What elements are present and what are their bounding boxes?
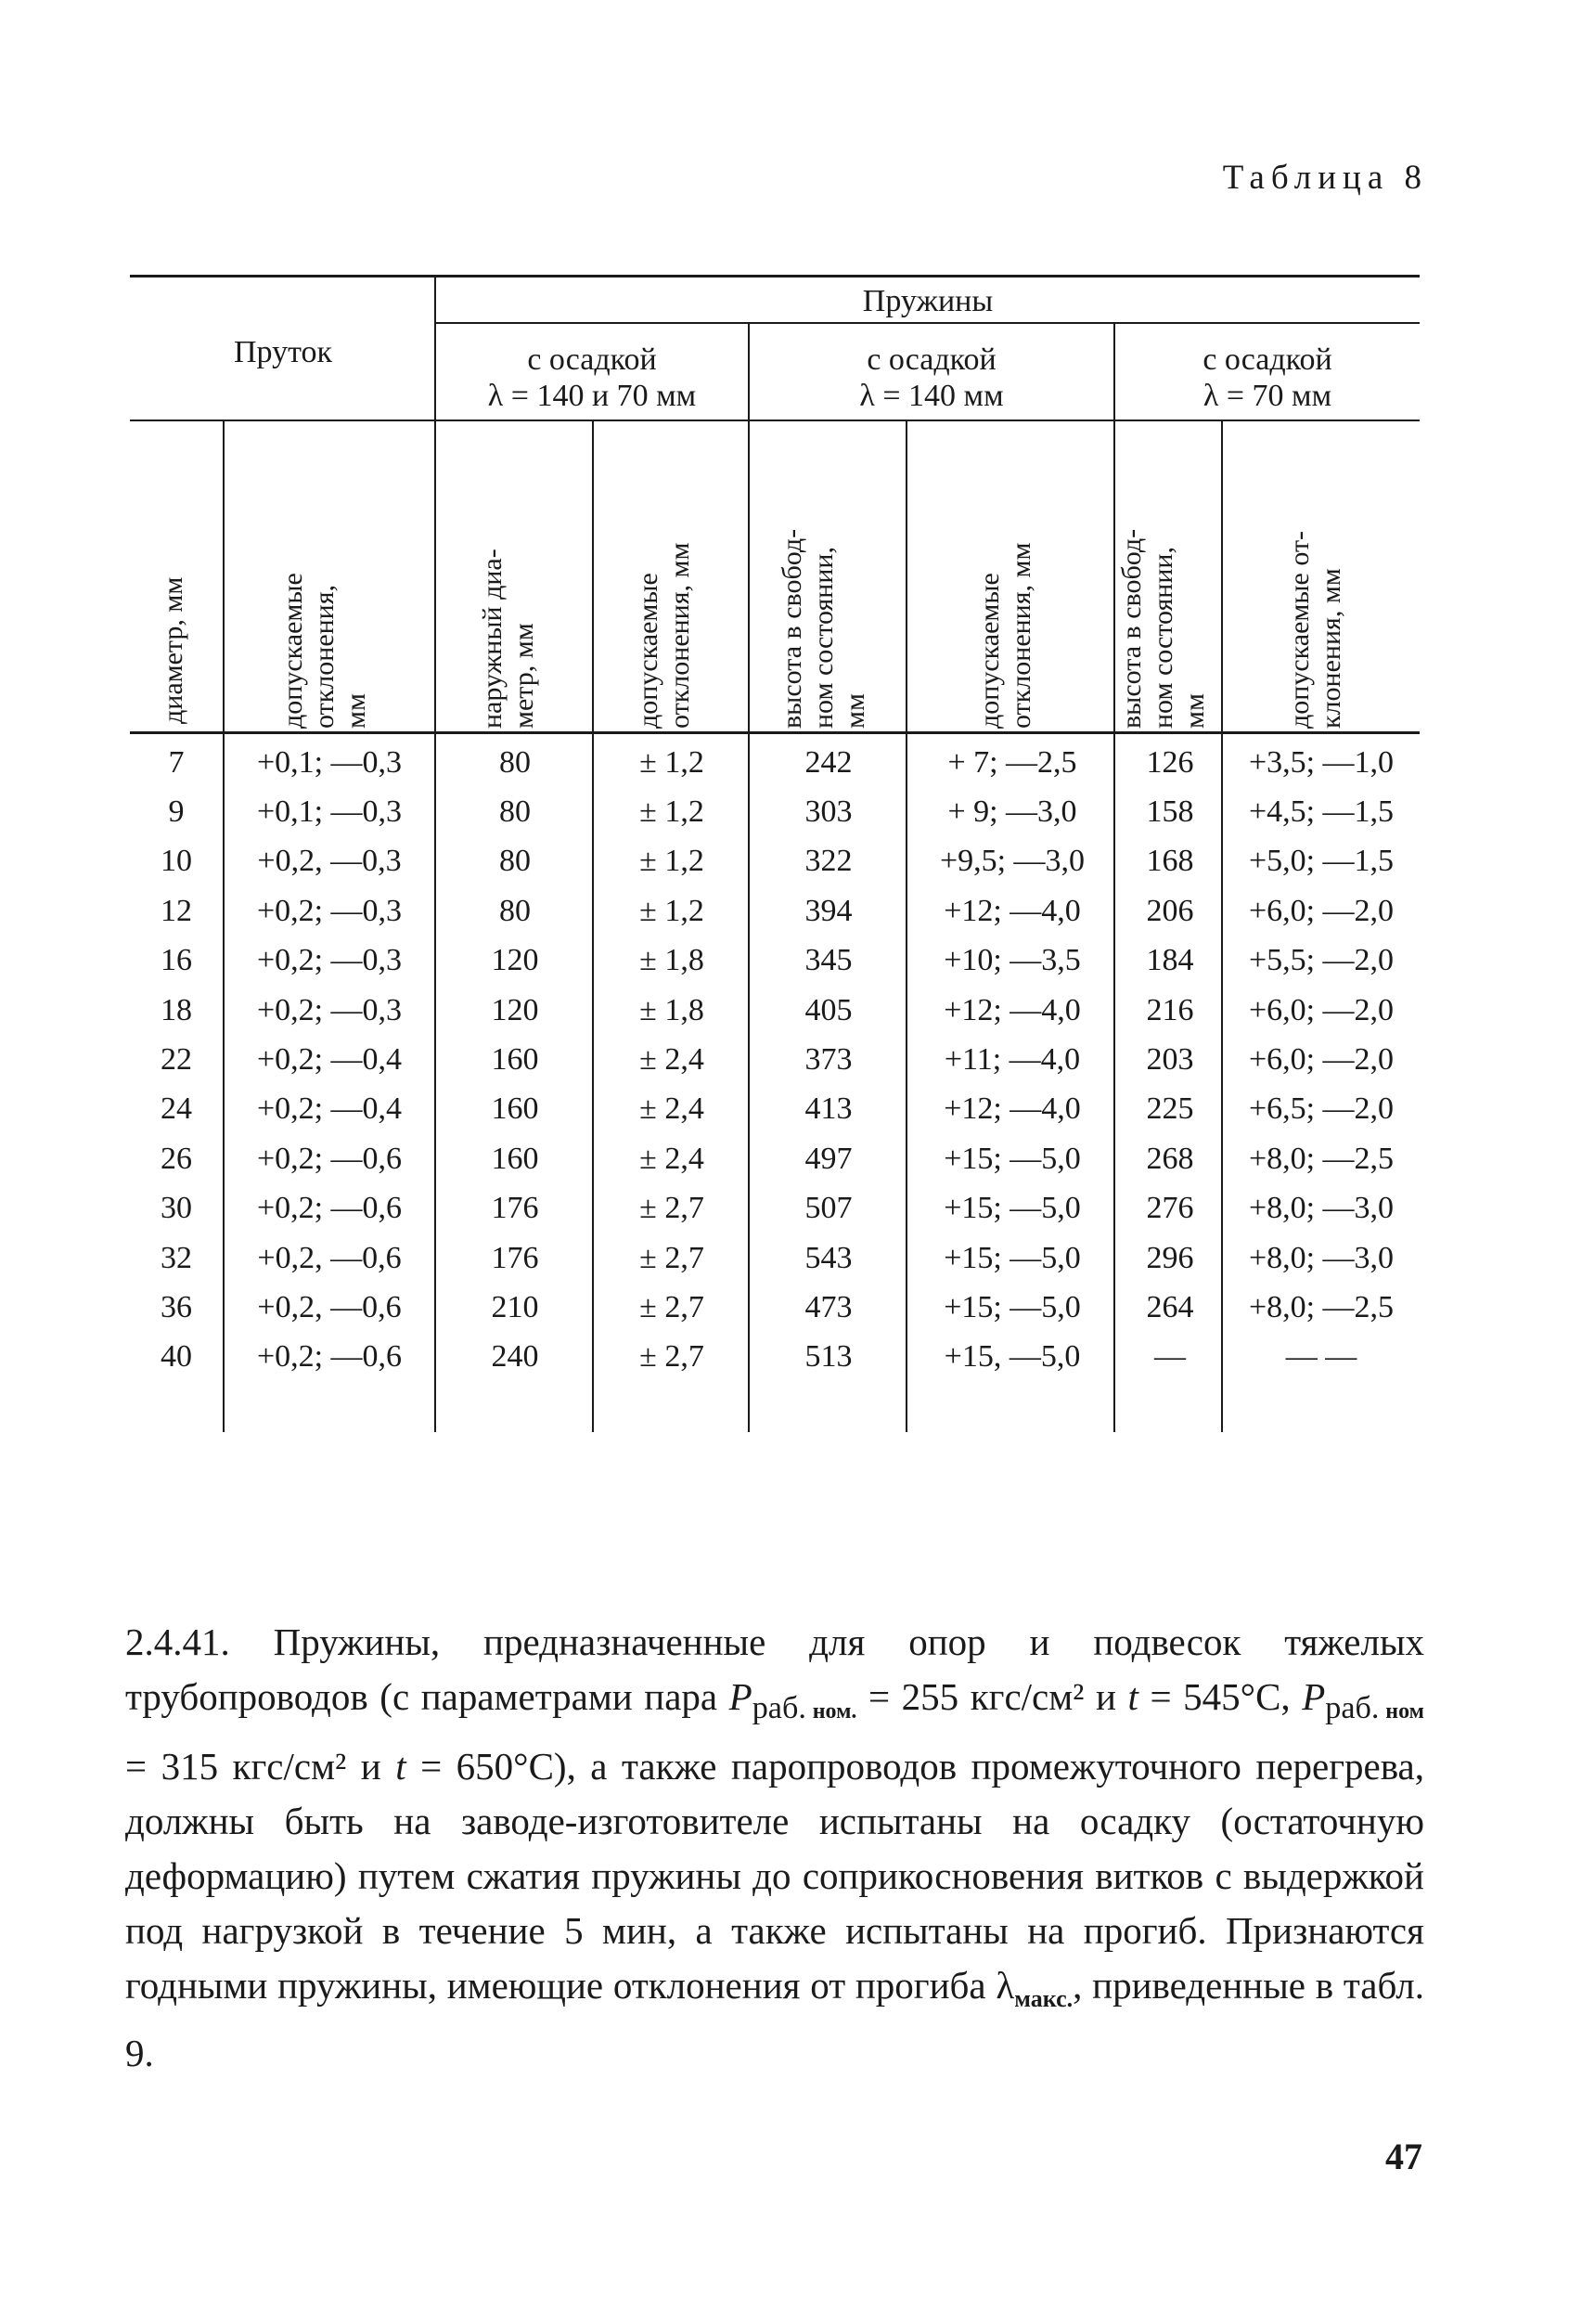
table-cell: 473 — [804, 1289, 853, 1324]
table-cell: 206 — [1146, 893, 1194, 928]
table-cell: +5,0; —1,5 — [1248, 844, 1395, 879]
table-cell: 160 — [491, 1091, 539, 1127]
table-row — [130, 1333, 1420, 1382]
subheader-3 — [1115, 342, 1420, 414]
table-cell: ± 2,7 — [639, 1240, 704, 1275]
table-row — [130, 787, 1420, 836]
table-cell: +12; —4,0 — [944, 893, 1081, 928]
table-cell: +5,5; —2,0 — [1248, 943, 1395, 978]
table-cell: +0,2, —0,6 — [257, 1240, 402, 1275]
table-cell: +4,5; —1,5 — [1248, 794, 1395, 830]
table-cell: 80 — [499, 893, 531, 928]
subheader-1 — [436, 342, 748, 414]
table-cell: ± 1,2 — [639, 844, 704, 879]
subheader-2-line2: λ = 140 мм — [859, 379, 1004, 414]
column-header-tolerance-2: допускаемые отклонения, мм — [974, 542, 1036, 729]
table-cell: ± 2,4 — [639, 1141, 704, 1176]
paragraph-part4: = 315 кгс/см² и — [125, 1745, 396, 1788]
table-cell: 32 — [161, 1240, 192, 1275]
table-cell: +0,2; —0,6 — [256, 1339, 403, 1375]
table-cell: ± 2,7 — [639, 1289, 704, 1324]
table-cell: 225 — [1146, 1091, 1194, 1127]
table-cell: 345 — [804, 943, 853, 978]
table-cell: +0,2; —0,3 — [256, 943, 403, 978]
table-row — [130, 886, 1420, 936]
table-cell: +0,2; —0,3 — [256, 893, 403, 928]
table-cell: 80 — [499, 744, 531, 780]
table-cell: +12; —4,0 — [944, 992, 1081, 1027]
table-cell: + 9; —3,0 — [947, 794, 1077, 830]
table-cell: 405 — [804, 992, 853, 1027]
table-row — [130, 738, 1420, 787]
table-cell: 413 — [804, 1091, 853, 1127]
table-cell: 203 — [1146, 1042, 1194, 1078]
table-cell: 168 — [1146, 844, 1194, 879]
table-cell: +3,5; —1,0 — [1248, 744, 1395, 780]
table-cell: 276 — [1146, 1191, 1194, 1226]
pressure-sub-text-2: раб. — [1325, 1691, 1380, 1726]
table-cell: 242 — [804, 744, 853, 780]
table-cell: 40 — [161, 1339, 192, 1375]
table-cell: 24 — [161, 1091, 192, 1127]
table-cell: 240 — [491, 1339, 539, 1375]
table-cell: ± 2,4 — [639, 1042, 704, 1078]
table-cell: ± 1,2 — [639, 794, 704, 830]
table-cell: 268 — [1146, 1141, 1194, 1176]
table-cell: ± 1,8 — [639, 992, 704, 1027]
table-cell: ± 1,2 — [639, 744, 704, 780]
column-header-rod-tolerance: допускаемые отклонения, мм — [277, 573, 371, 729]
table-cell: 30 — [161, 1191, 192, 1226]
table-cell: 158 — [1146, 794, 1194, 830]
table-cell: +0,1; —0,3 — [256, 744, 403, 780]
table-cell: 184 — [1146, 943, 1194, 978]
table-row — [130, 1035, 1420, 1084]
table-row — [130, 1085, 1420, 1134]
table-cell: 513 — [804, 1339, 853, 1375]
table-cell: 120 — [491, 943, 539, 978]
table-cell: — — [1154, 1339, 1186, 1375]
pressure-subscript-2 — [1325, 1691, 1424, 1725]
table-cell: 160 — [491, 1042, 539, 1078]
column-header-tolerance-3: допускаемые от- клонения, мм — [1284, 530, 1346, 729]
table-cell: 176 — [491, 1191, 539, 1226]
header-divider — [1221, 421, 1223, 733]
table-cell: +8,0; —3,0 — [1248, 1240, 1395, 1275]
table-cell: + 7; —2,5 — [947, 744, 1077, 780]
table-cell: +0,2; —0,6 — [256, 1141, 403, 1176]
table-cell: +15; —5,0 — [944, 1289, 1081, 1324]
table-row — [130, 936, 1420, 986]
table-cell: 264 — [1146, 1289, 1194, 1324]
column-header-free-height-1: высота в свобод- ном состоянии, мм — [777, 528, 870, 729]
group-header-springs: Пружины — [862, 284, 994, 318]
pressure-subscript — [752, 1691, 857, 1725]
table-cell: 160 — [491, 1141, 539, 1176]
table-cell: +9,5; —3,0 — [939, 844, 1086, 879]
column-header-tolerance-1: допускаемые отклонения, мм — [633, 542, 695, 729]
table-cell: +8,0; —2,5 — [1248, 1141, 1395, 1176]
header-divider — [906, 421, 907, 733]
paragraph-text — [125, 1615, 1424, 2081]
paragraph-part3: = 545°С, — [1138, 1675, 1303, 1718]
table-cell: +0,2; —0,3 — [256, 992, 403, 1027]
table-caption: Таблица 8 — [1222, 159, 1428, 197]
table-cell: +0,2; —0,4 — [256, 1091, 403, 1127]
table-cell: 16 — [161, 943, 192, 978]
table-row — [130, 1283, 1420, 1332]
table-cell: — — — [1285, 1339, 1357, 1375]
pressure-symbol-2: P — [1302, 1675, 1326, 1718]
table-cell: +6,0; —2,0 — [1248, 1042, 1395, 1078]
table-cell: +0,2; —0,6 — [256, 1191, 403, 1226]
table-cell: 10 — [161, 844, 192, 879]
table-cell: +8,0; —2,5 — [1248, 1289, 1395, 1324]
table-cell: +11; —4,0 — [944, 1042, 1081, 1078]
subheader-rule — [130, 420, 1420, 421]
table-cell: +15; —5,0 — [944, 1240, 1081, 1275]
table-top-rule — [130, 275, 1420, 278]
table-cell: 18 — [161, 992, 192, 1027]
table-cell: 210 — [491, 1289, 539, 1324]
table-cell: 303 — [804, 794, 853, 830]
table-cell: +15, —5,0 — [944, 1339, 1081, 1375]
subheader-2-line1: с осадкой — [867, 342, 997, 377]
table-cell: 216 — [1146, 992, 1194, 1027]
lambda-subscript: макс. — [1014, 1985, 1074, 2013]
column-header-outer-diameter: наружный диа- метр, мм — [477, 549, 539, 729]
table-cell: 497 — [804, 1141, 853, 1176]
table-cell: +6,5; —2,0 — [1248, 1091, 1395, 1127]
table-cell: 322 — [804, 844, 853, 879]
pressure-symbol: P — [728, 1675, 752, 1718]
table-cell: 9 — [168, 794, 185, 830]
column-header-diameter: диаметр, мм — [158, 576, 188, 724]
group-header-rule — [436, 322, 1420, 324]
table-cell: 26 — [161, 1141, 192, 1176]
table-cell: +12; —4,0 — [944, 1091, 1081, 1127]
table-cell: +10; —3,5 — [944, 943, 1081, 978]
pressure-subnote: ном. — [812, 1699, 857, 1724]
table-cell: +0,2, —0,3 — [257, 844, 402, 879]
table-cell: +0,2, —0,6 — [257, 1289, 402, 1324]
table-cell: +8,0; —3,0 — [1248, 1191, 1395, 1226]
subheader-3-line1: с осадкой — [1202, 342, 1332, 377]
temperature-symbol-2: t — [395, 1745, 406, 1788]
column-header-free-height-2: высота в свобод- ном состоянии, мм — [1116, 528, 1210, 729]
header-divider — [223, 421, 225, 733]
subheader-1-line2: λ = 140 и 70 мм — [487, 379, 697, 414]
table-cell: 7 — [168, 744, 185, 780]
page-number: 47 — [1385, 2136, 1422, 2177]
paragraph-part2: = 255 кгс/см² и — [856, 1675, 1128, 1718]
subheader-2 — [750, 342, 1113, 414]
table-cell: ± 1,2 — [639, 893, 704, 928]
pressure-subnote-2: ном — [1385, 1699, 1424, 1724]
table-cell: 543 — [804, 1240, 853, 1275]
subheader-1-line1: с осадкой — [527, 342, 657, 377]
temperature-symbol: t — [1127, 1675, 1138, 1718]
table-cell: 373 — [804, 1042, 853, 1078]
table-row — [130, 1233, 1420, 1283]
table-cell: 394 — [804, 893, 853, 928]
table-cell: 80 — [499, 794, 531, 830]
table-cell: 12 — [161, 893, 192, 928]
paragraph-2-4-41 — [125, 1615, 1424, 2081]
table-cell: ± 2,7 — [639, 1339, 704, 1375]
lambda-symbol: λ — [996, 1964, 1015, 2008]
table-cell: +0,1; —0,3 — [256, 794, 403, 830]
table-cell: 126 — [1146, 744, 1194, 780]
paragraph-part1: 2.4.41. Пружины, предназначенные для опор и подвесок тяжелых трубопроводов (с параметрами пара — [125, 1620, 1424, 1718]
subheader-3-line2: λ = 70 мм — [1202, 379, 1332, 414]
rod-header: Пруток — [233, 335, 333, 369]
spring-table — [130, 738, 1420, 1382]
table-cell: 80 — [499, 844, 531, 879]
table-body — [130, 738, 1420, 1382]
paragraph-part6: , приведенные в табл. 9. — [125, 1964, 1424, 2075]
table-cell: 176 — [491, 1240, 539, 1275]
table-cell: 296 — [1146, 1240, 1194, 1275]
table-cell: 36 — [161, 1289, 192, 1324]
header-divider — [592, 421, 594, 733]
table-cell: ± 1,8 — [639, 943, 704, 978]
table-row — [130, 1134, 1420, 1183]
paragraph-part5: = 650°С), а также паропроводов промежуточного перегрева, должны быть на заводе-изготовителе испытаны на осадку (остаточную деформацию) путем сжатия пружины до соприкосновения витков с выдержкой под нагрузкой в течение 5 мин, а также испытаны на прогиб. Признаются годными пружины, имеющие отклонения от прогиба — [125, 1745, 1424, 2008]
table-row — [130, 1184, 1420, 1233]
table-cell: ± 2,4 — [639, 1091, 704, 1127]
column-header-rule — [130, 731, 1420, 734]
table-cell: +0,2; —0,4 — [256, 1042, 403, 1078]
table-cell: ± 2,7 — [639, 1191, 704, 1226]
table-cell: 120 — [491, 992, 539, 1027]
table-row — [130, 986, 1420, 1035]
table-cell: +15; —5,0 — [944, 1191, 1081, 1226]
table-row — [130, 837, 1420, 886]
table-cell: +6,0; —2,0 — [1248, 992, 1395, 1027]
table-cell: +6,0; —2,0 — [1248, 893, 1395, 928]
table-cell: +15; —5,0 — [944, 1141, 1081, 1176]
table-cell: 507 — [804, 1191, 853, 1226]
table-cell: 22 — [161, 1042, 192, 1078]
pressure-sub-text: раб. — [752, 1691, 806, 1726]
